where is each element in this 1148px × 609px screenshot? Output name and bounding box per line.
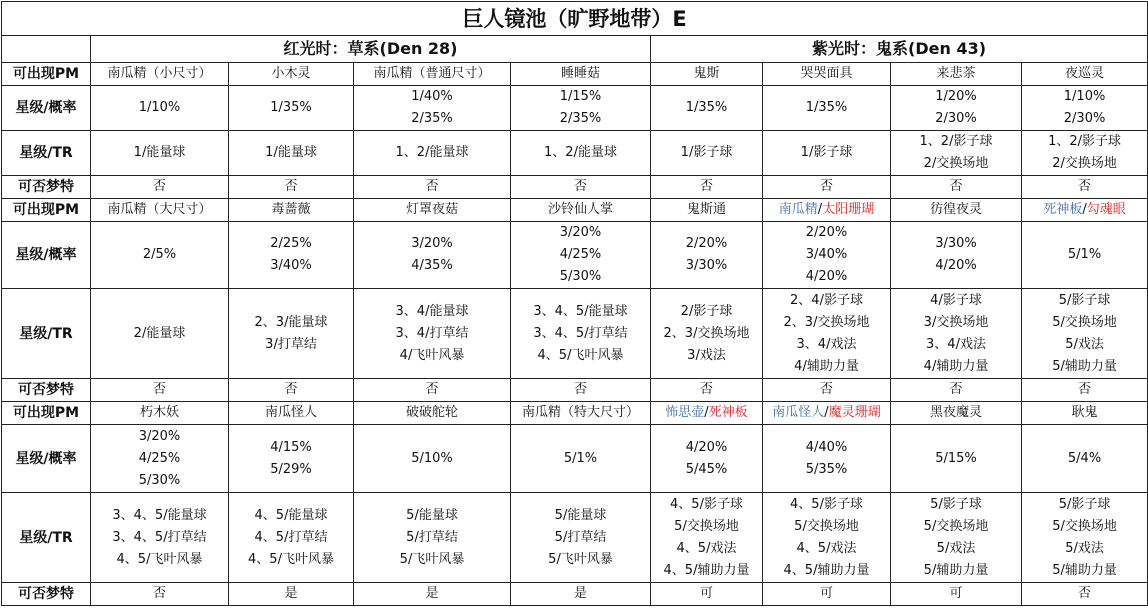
purple-light-header: 紫光时：鬼系(Den 43) xyxy=(651,36,1148,63)
gmax-cell: 否 xyxy=(651,176,763,199)
rate-cell xyxy=(511,222,651,289)
tr-line: 2/能量球 xyxy=(133,325,186,341)
pokemon-name: 黑夜魔灵 xyxy=(929,405,982,420)
tr-cell xyxy=(1022,493,1148,583)
rate-line: 1/35% xyxy=(805,100,848,115)
gmax-cell: 是 xyxy=(511,583,651,606)
gmax-cell: 否 xyxy=(229,379,354,402)
row-label-gmax: 可否梦特 xyxy=(2,583,91,606)
pokemon-name-cell xyxy=(1022,402,1148,425)
rate-line: 4/40% xyxy=(805,439,848,455)
pokemon-name: 南瓜精（普通尺寸） xyxy=(373,66,491,81)
tr-cell xyxy=(763,493,891,583)
gmax-cell: 可 xyxy=(651,583,763,606)
tr-cell xyxy=(1022,289,1148,379)
pokemon-name-cell xyxy=(91,199,229,222)
rate-line: 3/30% xyxy=(935,236,977,251)
gmax-cell: 否 xyxy=(763,176,891,199)
tr-cell xyxy=(91,131,229,176)
gmax-cell: 是 xyxy=(354,583,511,606)
tr-cell xyxy=(354,131,511,176)
pokemon-name: / xyxy=(824,405,829,420)
rate-cell xyxy=(891,86,1022,131)
rate-line: 4/15% xyxy=(270,439,312,455)
row-label-pm: 可出现PM xyxy=(2,199,91,222)
tr-line: 1/影子球 xyxy=(800,145,853,160)
pokemon-name-cell xyxy=(511,402,651,425)
pokemon-name: 破破舵轮 xyxy=(405,405,458,420)
rate-line: 2/20% xyxy=(805,225,848,240)
tr-line: 1、2/能量球 xyxy=(544,145,617,160)
pokemon-name: 睡睡菇 xyxy=(560,66,600,81)
tr-cell xyxy=(91,289,229,379)
tr-line: 2/交换场地 xyxy=(1052,156,1117,171)
pokemon-name: 魔灵珊瑚 xyxy=(828,405,881,420)
rate-cell xyxy=(763,222,891,289)
rate-line: 1/10% xyxy=(138,100,181,115)
rate-line: 4/25% xyxy=(559,247,602,262)
pokemon-name: 南瓜精（特大尺寸） xyxy=(521,405,639,420)
gmax-cell: 是 xyxy=(229,583,354,606)
gmax-cell: 否 xyxy=(511,379,651,402)
gmax-cell: 否 xyxy=(91,176,229,199)
tr-cell xyxy=(511,289,651,379)
tr-line: 3/打草结 xyxy=(265,336,317,352)
pokemon-name: 南瓜怪人 xyxy=(772,405,825,420)
pokemon-name-cell xyxy=(511,199,651,222)
rate-cell xyxy=(91,222,229,289)
gmax-cell: 否 xyxy=(91,379,229,402)
tr-line: 3、4、5/打草结 xyxy=(533,325,628,341)
gmax-cell: 否 xyxy=(1022,583,1148,606)
tr-cell xyxy=(1022,131,1148,176)
row-label-tr: 星级/TR xyxy=(2,493,91,583)
tr-line: 3/戏法 xyxy=(687,347,726,363)
tr-line: 5/影子球 xyxy=(1058,292,1111,308)
rate-row xyxy=(2,222,1148,289)
tr-cell xyxy=(651,131,763,176)
tr-cell xyxy=(511,131,651,176)
tr-line: 3、4、5/能量球 xyxy=(533,303,628,319)
header-blank xyxy=(2,36,91,63)
tr-cell xyxy=(891,131,1022,176)
red-light-header: 红光时：草系(Den 28) xyxy=(91,36,651,63)
rate-line: 5/29% xyxy=(270,461,312,477)
tr-line: 4/影子球 xyxy=(930,292,982,308)
rate-line: 4/20% xyxy=(685,439,728,455)
pokemon-name: 南瓜精（大尺寸） xyxy=(107,202,212,217)
rate-line: 2/25% xyxy=(270,236,312,251)
rate-cell xyxy=(229,425,354,493)
tr-line: 5/能量球 xyxy=(406,507,458,523)
pokemon-name: 鬼斯 xyxy=(693,66,720,81)
tr-line: 5/影子球 xyxy=(1058,496,1111,512)
rate-cell xyxy=(91,86,229,131)
row-label-gmax: 可否梦特 xyxy=(2,176,91,199)
tr-line: 4、5/飞叶风暴 xyxy=(116,551,203,567)
tr-line: 2/交换场地 xyxy=(923,156,989,171)
row-label-pm: 可出现PM xyxy=(2,63,91,86)
page-title: 巨人镜池（旷野地带）E xyxy=(2,2,1148,36)
gmax-cell: 否 xyxy=(511,176,651,199)
pokemon-name: 朽木妖 xyxy=(139,405,179,420)
tr-cell xyxy=(651,493,763,583)
pokemon-name: 南瓜怪人 xyxy=(264,405,317,420)
rate-line: 4/20% xyxy=(805,269,848,284)
rate-line: 2/5% xyxy=(142,247,177,262)
tr-line: 5/飞叶风暴 xyxy=(399,551,465,567)
pokemon-name: 小木灵 xyxy=(271,66,311,81)
tr-line: 3/交换场地 xyxy=(923,314,989,330)
tr-line: 4、5/辅助力量 xyxy=(663,562,750,578)
pokemon-name-cell xyxy=(891,402,1022,425)
tr-row xyxy=(2,131,1148,176)
tr-row xyxy=(2,289,1148,379)
tr-line: 5/戏法 xyxy=(1065,336,1104,352)
pokemon-name: 耿鬼 xyxy=(1071,405,1098,420)
tr-cell xyxy=(229,289,354,379)
pm-row xyxy=(2,402,1148,425)
gmax-cell: 可 xyxy=(763,583,891,606)
tr-line: 4、5/飞叶风暴 xyxy=(537,347,624,363)
pokemon-name: 鬼斯通 xyxy=(686,202,726,217)
pokemon-name-cell xyxy=(1022,199,1148,222)
pokemon-name: 毒蔷薇 xyxy=(271,202,311,217)
rate-line: 3/30% xyxy=(685,258,728,273)
gmax-cell: 否 xyxy=(1022,176,1148,199)
pm-row xyxy=(2,63,1148,86)
rate-cell xyxy=(763,86,891,131)
rate-line: 2/20% xyxy=(685,236,728,251)
gmax-row xyxy=(2,379,1148,402)
gmax-cell: 否 xyxy=(354,176,511,199)
tr-cell xyxy=(763,131,891,176)
pm-row xyxy=(2,199,1148,222)
tr-line: 5/打草结 xyxy=(406,529,458,545)
rate-line: 2/35% xyxy=(411,111,453,126)
pokemon-name-cell xyxy=(511,63,651,86)
tr-cell xyxy=(354,289,511,379)
pokemon-name-cell xyxy=(354,402,511,425)
rate-cell xyxy=(651,425,763,493)
gmax-cell: 否 xyxy=(651,379,763,402)
tr-line: 3、4/戏法 xyxy=(926,336,986,352)
pokemon-name-cell xyxy=(763,199,891,222)
tr-line: 1、2/影子球 xyxy=(1048,134,1121,149)
tr-line: 5/交换场地 xyxy=(794,518,859,534)
tr-line: 1/能量球 xyxy=(133,145,186,160)
rate-line: 3/40% xyxy=(270,258,312,273)
tr-cell xyxy=(354,493,511,583)
rate-line: 2/30% xyxy=(935,111,977,126)
pokemon-name-cell xyxy=(891,199,1022,222)
gmax-row xyxy=(2,176,1148,199)
tr-line: 5/辅助力量 xyxy=(923,562,989,578)
gmax-cell: 否 xyxy=(763,379,891,402)
tr-line: 2/影子球 xyxy=(680,303,733,319)
rate-line: 5/35% xyxy=(805,461,848,477)
rate-line: 2/30% xyxy=(1063,111,1106,126)
tr-cell xyxy=(891,289,1022,379)
rate-line: 1/35% xyxy=(270,100,312,115)
pokemon-name-cell xyxy=(763,63,891,86)
rate-line: 5/10% xyxy=(411,450,453,466)
pokemon-name: 怖思壶 xyxy=(665,405,705,420)
tr-line: 5/打草结 xyxy=(554,529,607,545)
tr-cell xyxy=(511,493,651,583)
pokemon-name-cell xyxy=(891,63,1022,86)
pokemon-name-cell xyxy=(229,199,354,222)
rate-row xyxy=(2,86,1148,131)
rate-line: 3/20% xyxy=(138,428,181,444)
pokemon-name: 哭哭面具 xyxy=(800,66,853,81)
row-label-rate: 星级/概率 xyxy=(2,425,91,493)
pokemon-name: 南瓜精（小尺寸） xyxy=(107,66,212,81)
rate-cell xyxy=(511,86,651,131)
pokemon-name-cell xyxy=(1022,63,1148,86)
pokemon-name-cell xyxy=(229,402,354,425)
tr-line: 1、2/影子球 xyxy=(919,134,993,149)
row-label-pm: 可出现PM xyxy=(2,402,91,425)
rate-line: 3/40% xyxy=(805,247,848,262)
tr-line: 3、4/能量球 xyxy=(395,303,469,319)
tr-line: 2、3/交换场地 xyxy=(783,314,870,330)
rate-line: 4/35% xyxy=(411,258,453,273)
tr-line: 2、4/影子球 xyxy=(790,292,863,308)
gmax-cell: 否 xyxy=(229,176,354,199)
rate-cell xyxy=(891,222,1022,289)
rate-line: 1/40% xyxy=(411,89,453,104)
tr-line: 4、5/影子球 xyxy=(670,496,743,512)
rate-line: 5/15% xyxy=(935,450,977,466)
tr-line: 1/能量球 xyxy=(265,145,317,160)
tr-line: 5/交换场地 xyxy=(1052,314,1117,330)
rate-line: 5/30% xyxy=(138,472,181,488)
gmax-row xyxy=(2,583,1148,606)
pokemon-name: 灯罩夜菇 xyxy=(405,202,458,217)
pokemon-name: 死神板 xyxy=(1043,202,1083,217)
gmax-cell: 否 xyxy=(891,379,1022,402)
pokemon-name-cell xyxy=(354,63,511,86)
pokemon-name: 勾魂眼 xyxy=(1086,202,1126,217)
rate-line: 1/20% xyxy=(935,89,977,104)
tr-line: 2、3/能量球 xyxy=(254,314,328,330)
pokemon-name: 来悲茶 xyxy=(936,66,976,81)
row-label-rate: 星级/概率 xyxy=(2,222,91,289)
pokemon-name: 沙铃仙人掌 xyxy=(547,202,613,217)
tr-line: 5/交换场地 xyxy=(674,518,739,534)
tr-line: 5/戏法 xyxy=(936,540,976,556)
pokemon-name: / xyxy=(704,405,709,420)
rate-line: 4/25% xyxy=(138,450,181,466)
tr-line: 4/辅助力量 xyxy=(794,358,859,374)
tr-line: 2、3/交换场地 xyxy=(663,325,750,341)
rate-line: 5/45% xyxy=(685,461,728,477)
pokemon-name-cell xyxy=(354,199,511,222)
row-label-tr: 星级/TR xyxy=(2,131,91,176)
pokemon-name-cell xyxy=(651,63,763,86)
rate-cell xyxy=(91,425,229,493)
gmax-cell: 否 xyxy=(354,379,511,402)
tr-line: 3、4、5/能量球 xyxy=(112,507,207,523)
row-label-tr: 星级/TR xyxy=(2,289,91,379)
tr-line: 4、5/打草结 xyxy=(254,529,328,545)
tr-line: 4/飞叶风暴 xyxy=(399,347,465,363)
rate-cell xyxy=(651,222,763,289)
tr-line: 5/辅助力量 xyxy=(1052,562,1117,578)
gmax-cell: 否 xyxy=(1022,379,1148,402)
tr-line: 4、5/辅助力量 xyxy=(783,562,870,578)
tr-line: 4、5/戏法 xyxy=(676,540,737,556)
raid-table xyxy=(1,1,1148,606)
rate-line: 3/20% xyxy=(411,236,453,251)
rate-line: 3/20% xyxy=(559,225,602,240)
tr-cell xyxy=(891,493,1022,583)
row-label-rate: 星级/概率 xyxy=(2,86,91,131)
row-label-gmax: 可否梦特 xyxy=(2,379,91,402)
tr-line: 3、4/戏法 xyxy=(796,336,857,352)
tr-cell xyxy=(763,289,891,379)
pokemon-name-cell xyxy=(91,63,229,86)
pokemon-name-cell xyxy=(229,63,354,86)
rate-cell xyxy=(354,425,511,493)
rate-cell xyxy=(1022,425,1148,493)
tr-line: 5/交换场地 xyxy=(923,518,989,534)
pokemon-name-cell xyxy=(651,402,763,425)
tr-line: 4、5/影子球 xyxy=(790,496,863,512)
pokemon-name-cell xyxy=(763,402,891,425)
tr-cell xyxy=(91,493,229,583)
rate-cell xyxy=(229,86,354,131)
pokemon-name: / xyxy=(1082,202,1087,217)
rate-line: 1/10% xyxy=(1063,89,1106,104)
pokemon-name: 太阳珊瑚 xyxy=(822,202,875,217)
rate-cell xyxy=(891,425,1022,493)
rate-line: 1/15% xyxy=(559,89,602,104)
rate-line: 5/4% xyxy=(1067,450,1102,466)
pokemon-name: 彷徨夜灵 xyxy=(929,202,982,217)
rate-row xyxy=(2,425,1148,493)
tr-line: 5/影子球 xyxy=(930,496,982,512)
tr-line: 5/辅助力量 xyxy=(1052,358,1117,374)
tr-line: 1、2/能量球 xyxy=(395,145,469,160)
pokemon-name: 夜巡灵 xyxy=(1065,66,1105,81)
tr-cell xyxy=(651,289,763,379)
tr-line: 1/影子球 xyxy=(680,145,733,160)
rate-cell xyxy=(1022,222,1148,289)
rate-cell xyxy=(651,86,763,131)
rate-cell xyxy=(763,425,891,493)
tr-cell xyxy=(229,131,354,176)
gmax-cell: 否 xyxy=(91,583,229,606)
tr-line: 5/交换场地 xyxy=(1052,518,1117,534)
tr-line: 4、5/能量球 xyxy=(254,507,328,523)
tr-line: 4/辅助力量 xyxy=(923,358,989,374)
tr-line: 5/能量球 xyxy=(554,507,607,523)
tr-line: 4、5/戏法 xyxy=(796,540,857,556)
pokemon-name: 死神板 xyxy=(708,405,748,420)
gmax-cell: 可 xyxy=(891,583,1022,606)
pokemon-name-cell xyxy=(91,402,229,425)
tr-line: 3、4、5/打草结 xyxy=(112,529,207,545)
rate-line: 2/35% xyxy=(559,111,602,126)
pokemon-name: 南瓜精 xyxy=(778,202,818,217)
tr-line: 4、5/飞叶风暴 xyxy=(248,551,334,567)
rate-cell xyxy=(511,425,651,493)
rate-line: 1/35% xyxy=(685,100,728,115)
tr-line: 3、4/打草结 xyxy=(395,325,469,341)
rate-line: 5/30% xyxy=(559,269,602,284)
pokemon-name-cell xyxy=(651,199,763,222)
rate-cell xyxy=(1022,86,1148,131)
tr-cell xyxy=(229,493,354,583)
rate-cell xyxy=(354,86,511,131)
rate-line: 4/20% xyxy=(935,258,977,273)
rate-cell xyxy=(229,222,354,289)
pokemon-name: / xyxy=(817,202,823,217)
tr-line: 5/飞叶风暴 xyxy=(548,551,613,567)
rate-line: 5/1% xyxy=(563,450,598,466)
gmax-cell: 否 xyxy=(891,176,1022,199)
tr-line: 5/戏法 xyxy=(1065,540,1104,556)
rate-cell xyxy=(354,222,511,289)
tr-row xyxy=(2,493,1148,583)
rate-line: 5/1% xyxy=(1067,247,1102,262)
